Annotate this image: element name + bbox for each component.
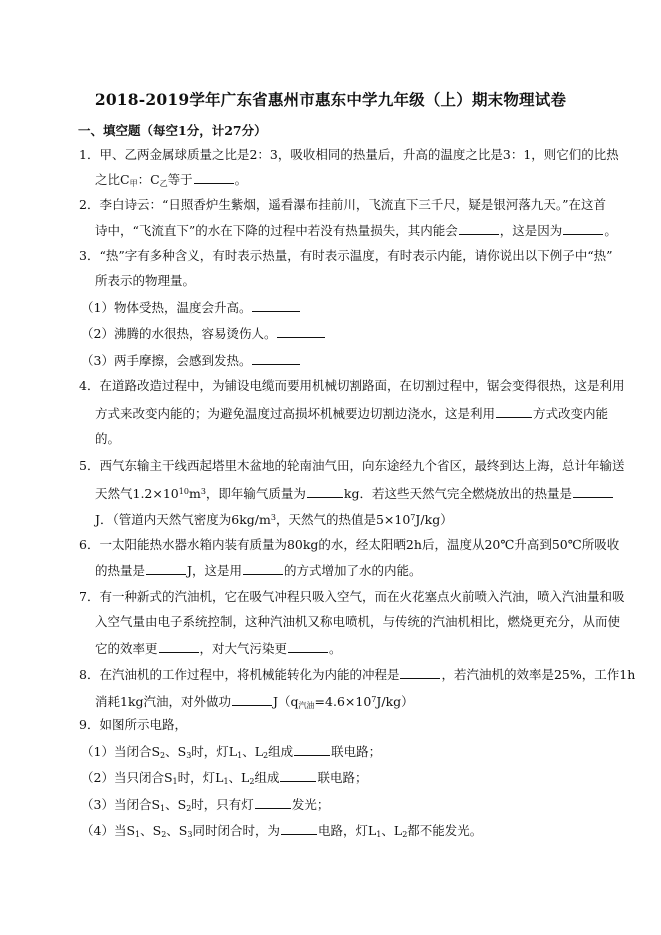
text: 。 [234,172,248,187]
text: 所表示的物理量。 [95,273,196,288]
subscript: 3 [186,751,192,760]
answer-blank[interactable] [459,222,499,235]
text: 、L [242,744,264,759]
text: 的方式增加了水的内能。 [284,563,422,578]
answer-blank[interactable] [255,796,291,809]
subscript: 2 [186,804,192,813]
text: ，这是因为 [499,223,563,238]
question-1-line-1 [79,147,619,163]
text: 电路，灯L [317,823,377,838]
superscript: 7 [410,513,416,522]
question-6-text: 6．一太阳能热水器水箱内装有质量为80kg的水，经太阳晒2h后，温度从20℃升高到50℃所吸收 [79,537,620,552]
answer-blank[interactable] [280,769,316,782]
text: 时，只有灯 [191,797,254,812]
answer-blank[interactable] [400,666,440,679]
question-8-line-2 [95,692,414,714]
question-5-line-3 [95,510,453,528]
question-9-sub-3 [81,796,329,817]
question-7-line-2 [95,614,620,630]
text: （4）当S [81,823,136,838]
subscript: 2 [402,830,408,839]
question-7-text: 7．有一种新式的汽油机，它在吸气冲程只吸入空气，而在火花塞点火前喷入汽油，喷入汽油量和吸 [79,589,625,604]
text: 都不能发光。 [407,823,483,838]
answer-blank[interactable] [243,562,283,575]
text: 的热量是 [95,563,146,578]
subscript: 甲 [129,179,138,188]
text: J，这是用 [187,563,243,578]
answer-blank[interactable] [563,222,603,235]
text: 方式改变内能 [533,406,609,421]
question-3-line-2 [95,273,195,289]
text: 时，灯L [177,770,224,785]
question-2-line-1 [79,197,606,213]
text: J（q [273,694,299,709]
question-9-sub-2 [81,769,367,790]
text: 方式来改变内能的；为避免温度过高损坏机械要边切割边浇水，这是利用 [95,406,496,421]
text: J．（管道内天然气密度为6kg/m [95,512,271,527]
text: （2）当只闭合S [81,770,173,785]
text: 、S [140,823,162,838]
text: （2）沸腾的水很热，容易烫伤人。 [81,326,277,341]
subscript: 1 [223,777,229,786]
text: 消耗1kg汽油，对外做功 [95,694,232,709]
question-3-sub-3 [81,352,301,369]
text: 发光； [291,797,330,812]
subscript: 1 [237,751,243,760]
text: 等于 [167,172,193,187]
text: ，对大气污染更 [199,641,288,656]
text: 诗中，“飞流直下”的水在下降的过程中若没有热量损失，其内能会 [95,223,458,238]
superscript: 3 [270,513,276,522]
answer-blank[interactable] [159,640,199,653]
subscript: 1 [376,830,382,839]
superscript: 10 [178,487,189,496]
question-1-text: 1．甲、乙两金属球质量之比是2：3，吸收相同的热量后，升高的温度之比是3：1，则它们的比热 [79,147,619,162]
text: ，若汽油机的效率是25%，工作1h [441,667,636,682]
text: 入空气量由电子系统控制，这种汽油机又称电喷机，与传统的汽油机相比，燃烧更充分，从而使 [95,614,621,629]
question-8-text: 8．在汽油机的工作过程中，将机械能转化为内能的冲程是 [79,667,400,682]
text: J/kg） [415,512,453,527]
question-5-text: 5．西气东输主干线西起塔里木盆地的轮南油气田，向东途经九个省区，最终到达上海，总计年输送 [79,458,625,473]
answer-blank[interactable] [252,352,300,365]
answer-blank[interactable] [294,743,330,756]
question-6-line-1 [79,537,619,553]
superscript: 3 [200,487,206,496]
question-4-line-1 [79,378,624,394]
text: 、L [228,770,250,785]
text: 的。 [95,431,121,446]
text: ，即年输气质量为 [205,486,306,501]
question-9-sub-1 [81,743,381,764]
text: m [188,486,201,501]
answer-blank[interactable] [281,822,317,835]
text: ：C [137,172,160,187]
exam-title: 2018-2019学年广东省惠州市惠东中学九年级（上）期末物理试卷 [94,90,567,109]
text: 天然气1.2×10 [95,486,179,501]
answer-blank[interactable] [307,485,343,498]
subscript: 1 [135,830,141,839]
question-5-line-2 [95,484,614,502]
answer-blank[interactable] [194,171,234,184]
question-3-sub-2 [81,325,326,342]
subscript: 3 [187,830,193,839]
question-3-text: 3．“热”字有多种含义，有时表示热量，有时表示温度，有时表示内能，请你说出以下例子中“热” [79,248,613,263]
question-9-text: 9．如图所示电路， [79,717,187,732]
text: 。 [604,223,617,238]
subscript: 汽油 [298,701,315,710]
text: 、L [381,823,403,838]
subscript: 2 [160,751,166,760]
answer-blank[interactable] [288,640,328,653]
question-1-line-2 [95,171,247,192]
answer-blank[interactable] [146,562,186,575]
text: 组成 [268,744,294,759]
superscript: 7 [371,695,377,704]
answer-blank[interactable] [277,325,325,338]
subscript: 1 [160,804,166,813]
text: 它的效率更 [95,641,158,656]
question-9-sub-4 [81,822,482,843]
text: 时，灯L [191,744,238,759]
answer-blank[interactable] [232,693,272,706]
subscript: 2 [249,777,255,786]
text: 同时闭合时，为 [192,823,280,838]
text: 、S [166,823,188,838]
text: （1）物体受热，温度会升高。 [81,300,252,315]
subscript: 乙 [159,179,168,188]
question-6-line-2 [95,562,422,579]
question-3-line-1 [79,248,613,264]
question-5-line-1 [79,458,624,474]
text: J/kg） [376,694,414,709]
question-7-line-1 [79,589,624,605]
answer-blank[interactable] [496,405,532,418]
subscript: 2 [263,751,269,760]
question-4-text: 4．在道路改造过程中，为铺设电缆而要用机械切割路面，在切割过程中，锯会变得很热，这是利用 [79,378,625,393]
text: kg．若这些天然气完全燃烧放出的热量是 [343,486,572,501]
question-2-line-2 [95,222,617,239]
question-4-line-2 [95,405,608,422]
answer-blank[interactable] [252,299,300,312]
question-7-line-3 [95,640,342,657]
question-8-line-1 [79,666,635,683]
text: 、S [165,797,187,812]
text: 之比C [95,172,130,187]
section-heading: 一、填空题（每空1分，计27分） [78,123,267,138]
text: （3）两手摩擦，会感到发热。 [81,353,252,368]
text: 联电路； [331,744,382,759]
question-2-text: 2．李白诗云：“日照香炉生紫烟，遥看瀑布挂前川，飞流直下三千尺，疑是银河落九天。”在这首 [79,197,606,212]
question-9-line-1 [79,717,187,733]
text: 联电路； [317,770,368,785]
question-3-sub-1 [81,299,301,316]
text: 。 [329,641,342,656]
text: =4.6×10 [314,694,372,709]
question-4-line-3 [95,431,120,447]
subscript: 2 [161,830,167,839]
text: 、S [165,744,187,759]
subscript: 1 [172,777,178,786]
text: （3）当闭合S [81,797,161,812]
text: 组成 [254,770,280,785]
text: ，天然气的热值是5×10 [275,512,411,527]
text: （1）当闭合S [81,744,161,759]
answer-blank[interactable] [573,485,613,498]
